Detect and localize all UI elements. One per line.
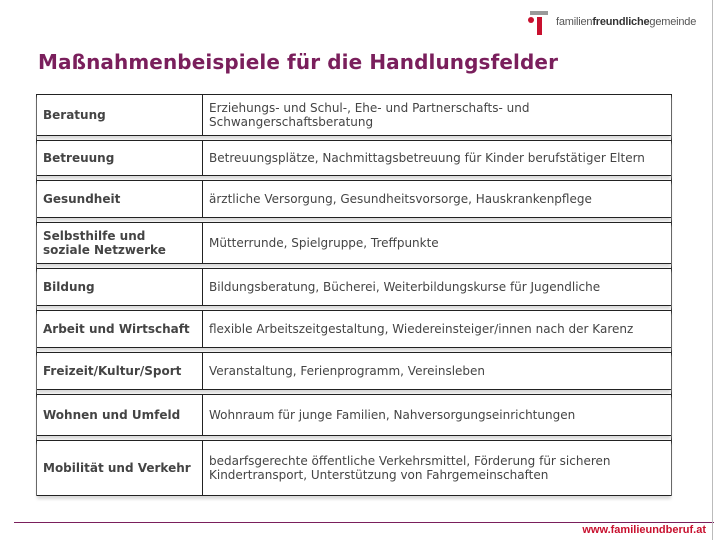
field-cell: Wohnen und Umfeld — [37, 395, 203, 435]
table-row — [37, 180, 671, 218]
table-row — [37, 310, 671, 348]
table-row — [37, 394, 671, 436]
measures-cell: bedarfsgerechte öffentliche Verkehrsmittel, Förderung für sicheren Kindertransport, Unterstützung von Fahrgemeinschaften — [209, 454, 611, 482]
page-edge — [712, 0, 713, 540]
table-row — [37, 268, 671, 306]
measures-cell: ärztliche Versorgung, Gesundheitsvorsorge, Hauskrankenpflege — [209, 192, 592, 206]
page-title: Maßnahmenbeispiele für die Handlungsfelder — [38, 50, 559, 74]
field-cell: Beratung — [37, 95, 203, 135]
table-row — [37, 222, 671, 264]
footer-url[interactable]: www.familieundberuf.at — [582, 524, 706, 536]
logo — [528, 8, 696, 36]
measures-table — [36, 94, 672, 496]
measures-cell: Veranstaltung, Ferienprogramm, Vereinsleben — [209, 364, 486, 378]
measures-cell: Wohnraum für junge Familien, Nahversorgungseinrichtungen — [209, 408, 576, 422]
field-cell: Selbsthilfe und soziale Netzwerke — [37, 223, 203, 263]
field-cell: Freizeit/Kultur/Sport — [37, 353, 203, 389]
measures-cell: flexible Arbeitszeitgestaltung, Wiedereinsteiger/innen nach der Karenz — [209, 322, 634, 336]
measures-cell: Mütterrunde, Spielgruppe, Treffpunkte — [209, 236, 439, 250]
table-row — [37, 440, 671, 496]
measures-cell: Betreuungsplätze, Nachmittagsbetreuung für Kinder berufstätiger Eltern — [209, 151, 645, 165]
field-cell: Bildung — [37, 269, 203, 305]
measures-cell: Erziehungs- und Schul-, Ehe- und Partnerschafts- und Schwangerschaftsberatung — [209, 101, 530, 129]
field-cell: Betreuung — [37, 141, 203, 175]
field-cell: Arbeit und Wirtschaft — [37, 311, 203, 347]
logo-icon — [528, 9, 550, 35]
field-cell: Gesundheit — [37, 181, 203, 217]
footer-divider — [14, 522, 714, 523]
logo-text: familienfreundlichegemeinde — [556, 16, 697, 28]
table-row — [37, 140, 671, 176]
measures-cell: Bildungsberatung, Bücherei, Weiterbildungskurse für Jugendliche — [209, 280, 601, 294]
table-row — [37, 94, 671, 136]
field-cell: Mobilität und Verkehr — [37, 441, 203, 495]
table-row — [37, 352, 671, 390]
